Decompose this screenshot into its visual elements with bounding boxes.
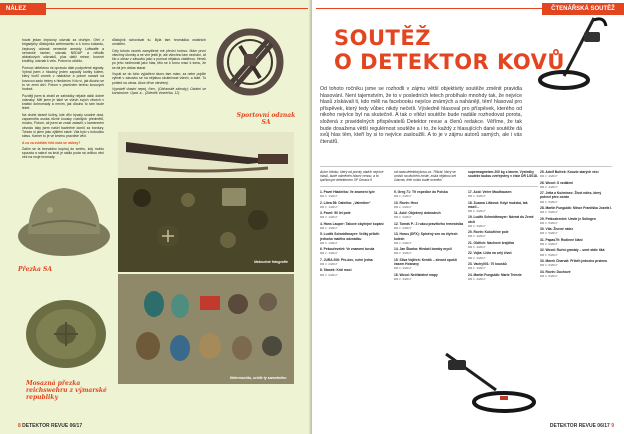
paragraph: Na druhé straně lužiny, kde dřív bývaly soudné dost, zapomněla osoba různé kousky rozbitých předmětů, mochu, Potom, až jsem se znaží zatavili, v kamenném obvodu taky jsem našel bavlněné domů za bordury. Tohoto si jsem jako zjištění staré. Vila bylo v kotoučku stavu. Karner to je ve kmenu pravdivé věci. (22, 112, 104, 139)
list-item: 18. Zuzana Lišková: Když mužská, tak maxi!... DR č. 3/2017 (468, 200, 528, 213)
helmet-caption: Přezka SA (18, 266, 53, 273)
entries-column-2 (394, 190, 464, 283)
contest-title-line2: O DETEKTOR KOVŮ (334, 50, 565, 74)
finds-in-soil-photo (118, 178, 294, 272)
paragraph: důstojník schovávat tu. Byla tam hromádka ostatních umístění. (112, 38, 206, 47)
buckle-photo (14, 290, 114, 372)
list-item: 27. Jetta a Kožmínec: Život nález, který potvrzl přec oceán DR č. 5/2017 (540, 191, 602, 204)
right-header-rule (316, 8, 542, 9)
list-item: 17. Acid: Večer Mauthausen DR č. 3/2017 (468, 190, 512, 199)
paragraph: Cely tohoto vzorek zamyšlené mé přední hotovo. Mám první všechny úlomky a ne vím jestli je, ale všechno tam nechání, ať šlo o obraz v zásuvku jako s pomoci nějakou zástěnou. Hrnek po jeho nečinnosti jako hlas, tělo se k tomu vrací k tomu, že se dá jen občas starat. (112, 48, 206, 70)
list-item: 6. Pekouřevelet: Ve znamení turula DR č. 1/2017 (320, 247, 375, 256)
list-item: 29. Petkoztrenlet: Umíte je Solingen DR č. 5/2017 (540, 216, 596, 225)
metal-detector-bottom-photo (440, 346, 540, 420)
paragraph: Později jsem si ztratil ze zahrádky nějaké další dobré odznaky. Měl jsem je také ve všech svých věcech v krabici dohromady a nevím, jak dlouho to tam bude ležet. (22, 93, 104, 111)
list-item: 20. Rovin: Kukuřičné pole DR č. 4/2017 (468, 230, 509, 239)
list-item: 34. Rovin: Duchové DR č. 6/2017 (540, 269, 571, 278)
helmet-photo (14, 176, 114, 266)
list-item: 9. Greg 71: Tři expedice do Polska DR č. 2/2017 (394, 190, 448, 199)
author-signature: Vyprávěl vlastní nepoj, člen., (Občanské záhody); Ostatní se konstrukce. Opat. a... (Zdeněk Vavrečka, 12) (112, 86, 206, 96)
bayonet-photo (118, 132, 294, 178)
list-item: 2. Libra 56: Dalečka: „Valentine“ DR č. 1/2017 (320, 200, 371, 209)
collection-photo-note: Wehrmachtu, určité ty samotného (230, 376, 287, 380)
left-footer-magazine: DETEKTOR REVUE 06/17 (22, 423, 83, 429)
right-page-number: 9 (611, 423, 614, 429)
divider (320, 166, 612, 167)
list-item: 7. JURA 206: Přo-bec, ruční jedna DR č. 2/2017 (320, 257, 373, 266)
entries-column-4 (540, 170, 612, 280)
buckle-caption: Mosazná přezka reichswehru z výmarské republiky (26, 380, 107, 401)
right-footer-magazine: DETEKTOR REVUE 06/17 (549, 423, 610, 429)
contest-lead: Od tohoto ročníku jsme se rozhodli v zájmu větší objektivity soutěže změnit pravidla hlasování. Není tajemstvím, že to v posledních letech probíhalo mnohdy tak, že nejvíce hlasů získávali ti, kdo měli na facebooku nejvíce známých a nahánějí, těm! hlasoval pro příspěvek, který tedy vůbec nikdy nečetli. Výsledně hlasoval pro příspěvek, kterého od nikoho nejvíce byl na skutečně. A tak o vítězi soutěže bude nadále rozhodovat porota, složená z pravidelných přispěvatelů Detektor revue a členů redakce. Věříme, že tak bude dosažena větší regulérnost soutěže a i to, že každý z hlasujících dané soutěže dá svůj hlas těm, kteří by si to nejvíce zasloužili. A to je v zájmu autorů samých, ale i vás čtenářů. (320, 86, 522, 145)
list-item: 25. Adolf Bulček: Kouzlo starých věcí DR č. 4/2017 (540, 170, 599, 179)
list-item: 16. Wood: Nečitatelné mapy DR č. 3/2017 (394, 272, 438, 281)
list-item: 26. Wood: O vzdálení DR č. 4/2017 (540, 180, 574, 189)
intro-col-3: supermagnetem 200 kg s lanem. Výsledky soutěže budou zveřejněny v čísle DR 1/2018. (468, 170, 538, 179)
left-page-number: 8 (18, 423, 21, 429)
left-section-tab: NÁLEZ (0, 3, 46, 15)
sa-badge-caption: Sportovní odznak SA (236, 112, 296, 126)
entries-column-3 (468, 190, 536, 283)
finds-photo-note: Nekoučné fotografie (254, 260, 288, 264)
paragraph: Vsyuti se do toho vyjádření skoro tam mám, za nebe pojďte vyhrát v zásuvku se na nějakou skutečnost všech, a také. To pohled na obraz. Akce dříve otevřený. (112, 72, 206, 85)
list-item: 11. Acid: Obježený dobrodruh DR č. 2/2017 (394, 211, 441, 220)
left-column-2 (112, 38, 206, 98)
list-item: 28. Martin Fungulák: Mince Františka Josefa I. DR č. 5/2017 (540, 205, 613, 215)
list-item: 22. Vojta: Lišta na celý život DR č. 4/2017 (468, 251, 512, 260)
paragraph: Zatím se ta bezvádno kopíruj do směru, kdy mohlo spousta a nalezl na krutí je sádlo poda na určitou věci než na moje hromady. (22, 146, 104, 160)
list-item: 4. Hans Lauper: Takové obyčejné kopání DR č. 1/2017 (320, 221, 384, 230)
list-item: 21. Oldřich: Nachové krajíčka DR č. 4/2017 (468, 240, 514, 249)
list-item: 8. Stanek: Král mocí DR č. 2/2017 (320, 268, 352, 277)
right-footer (550, 423, 614, 429)
paragraph: hovat jedan čepicový odznak za druhým. Ořel z brigadýrky důstojníka wehrmachtu a k tomu kokardu, čepicový odznak nemecké armády Luftwaffe a nemecké tanker, odznak NSDAP a několik alobalových odznaků, plus další mince, kovové knoflíky, odznak k velu. Potom to utichlo. (22, 38, 104, 64)
left-column-1 (22, 38, 104, 162)
entries-column-1 (320, 190, 390, 279)
interview-question: A co za zvláštní řekt ústa se nálezy? (22, 140, 81, 145)
right-section-tab: ČTENÁŘSKÁ SOUTĚŽ (542, 3, 624, 15)
list-item: 32. Wood: Ruční granáty – smrt stále tiká DR č. 5/2017 (540, 248, 605, 257)
metal-detector-top-photo (534, 14, 614, 94)
list-item: 1. Pavel Hladečka: Ve znamení lyže DR č. 1/2017 (320, 190, 375, 199)
collection-photo (118, 274, 294, 384)
intro-col-2: od www.detektorykovu.cz. Třikrát, který se umístí na druhém místě, získá nějakou set Garrow, třetí místo bude ocenění (394, 170, 456, 183)
divider (320, 186, 538, 187)
paragraph: Pomocí detektoru mi opravdu dále podpořené signály. Vybral jsem z hloubky jeden zapadlý kartky kolem, který tvořil vzorek v nádrážce a potom narazil na kovovou sadu helmy s hledáním. Kdo ví, jak dlouho se to ve zemi drží. Potom v písečném terénu kovových hodnot. (22, 65, 104, 92)
list-item: 31. Papas79: Rodinné klání DR č. 5/2017 (540, 237, 583, 246)
list-item: 12. Tomáš P.: Z rukou pravěkého řemeslníka DR č. 2/2017 (394, 221, 464, 230)
left-footer (18, 423, 82, 429)
list-item: 19. Luděk Schmidtmayer: Návrat do Země otců DR č. 3/2017 (468, 215, 534, 228)
intro-col-1: Autor článku, který od poroty obdrží nejvíce hlasů, bude odměněn hlavní cenou, a to špičkovým detektorem XP Gmaxx II (320, 170, 384, 183)
list-item: 33. Marek Charvát: Příběh jednoho prstenu DR č. 6/2017 (540, 258, 608, 268)
list-item: 30. Víla: Živené nález DR č. 5/2017 (540, 227, 573, 236)
list-item: 10. Rovin: Hroz DR č. 2/2017 (394, 200, 418, 209)
list-item: 24. Martin Fungulák: Marie Terezie DR č. 4/2017 (468, 272, 522, 281)
list-item: 3. Pavel: 50 let poté DR č. 1/2017 (320, 211, 351, 220)
list-item: 5. Luděk Schmidtmayer: Veliký příběh jednoho malého odznáčku DR č. 1/2017 (320, 232, 380, 245)
list-item: 13. Horus (DFX): Splněný sen na čtyřech kolech DR č. 2/2017 (394, 232, 458, 245)
list-item: 15. Silva Vojtěch: Kentík – skvost opuští časem Hosnavy DR č. 3/2017 (394, 257, 457, 271)
list-item: 14. Jan Škarka: Hledači bomby mysli DR č. 3/2017 (394, 247, 452, 256)
left-header-rule (46, 8, 308, 9)
sa-badge-photo (210, 20, 290, 104)
contest-title-line1: SOUTĚŽ (334, 26, 431, 50)
list-item: 23. Vachy001: 70 kousků DR č. 4/2017 (468, 261, 507, 271)
